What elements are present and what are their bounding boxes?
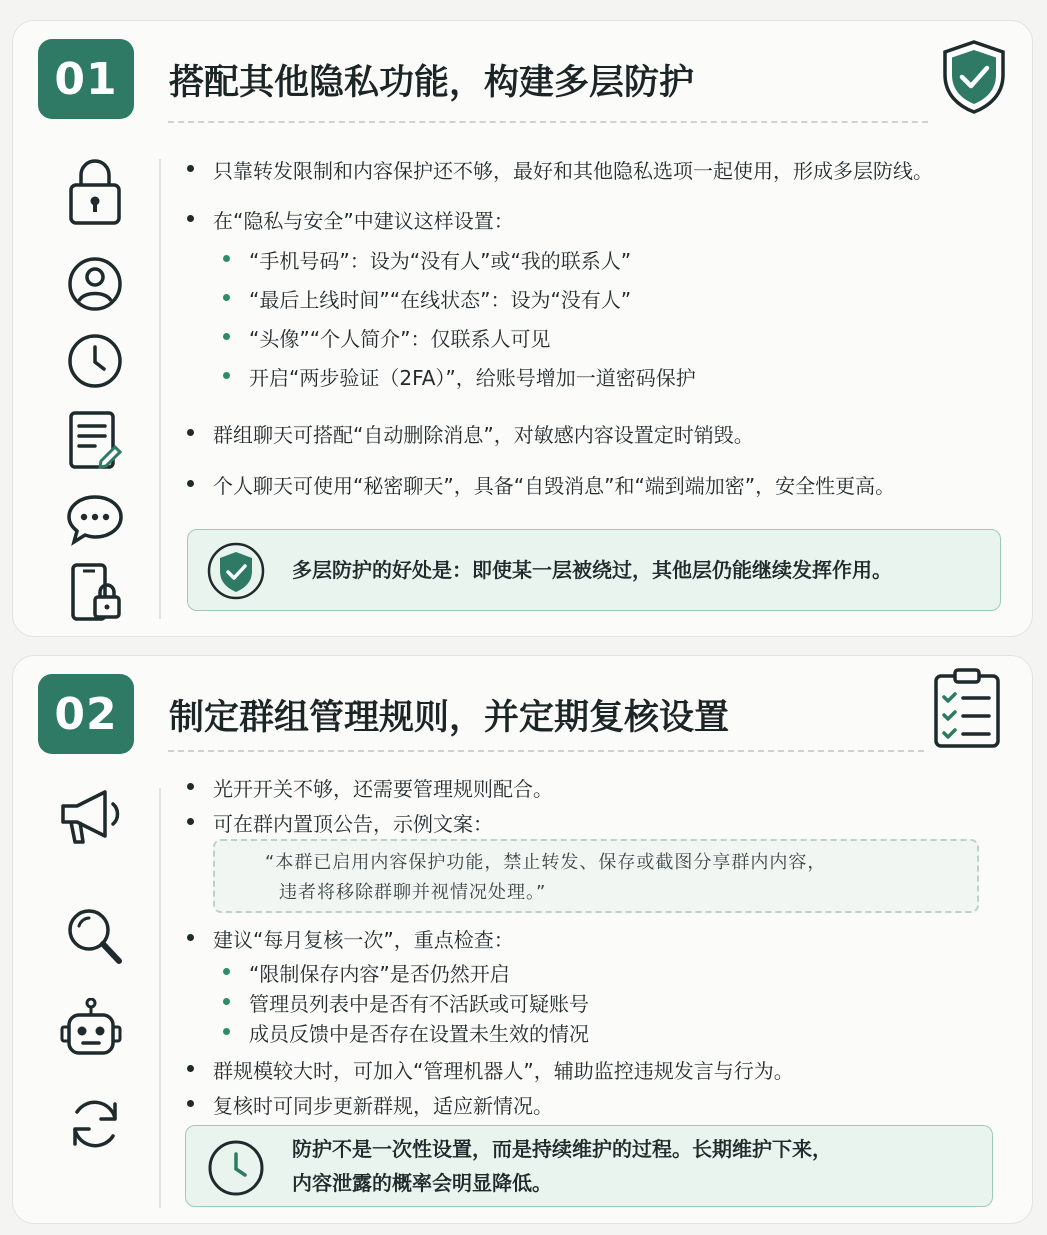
sub-list-item: “最后上线时间”“在线状态”：设为“没有人” — [223, 284, 631, 313]
list-item: 复核时可同步更新群规，适应新情况。 — [187, 1090, 553, 1119]
callout-text: 内容泄露的概率会明显降低。 — [292, 1171, 552, 1195]
section-number-badge: 02 — [38, 674, 134, 754]
section-card-2 — [12, 655, 1033, 1224]
phone-lock-icon — [65, 561, 125, 627]
section-title: 制定群组管理规则，并定期复核设置 — [169, 698, 730, 738]
list-item: 在“隐私与安全”中建议这样设置： — [187, 205, 514, 234]
note-edit-icon — [65, 409, 125, 475]
clock-icon — [65, 331, 125, 395]
shield-check-icon — [206, 541, 266, 605]
section-number-badge: 01 — [38, 39, 134, 119]
list-item: 个人聊天可使用“秘密聊天”，具备“自毁消息”和“端到端加密”，安全性更高。 — [187, 470, 895, 499]
lock-icon — [65, 155, 125, 231]
callout-text: 多层防护的好处是：即使某一层被绕过，其他层仍能继续发挥作用。 — [292, 558, 892, 582]
clock-icon — [206, 1138, 266, 1202]
list-item: 建议“每月复核一次”，重点检查： — [187, 924, 514, 953]
section-title: 搭配其他隐私功能，构建多层防护 — [169, 63, 695, 103]
summary-callout — [187, 529, 1001, 611]
callout-text: 防护不是一次性设置，而是持续维护的过程。长期维护下来， — [292, 1137, 832, 1161]
refresh-icon — [65, 1094, 125, 1158]
sub-list-item: “头像”“个人简介”：仅联系人可见 — [223, 323, 550, 352]
chat-bubble-icon — [65, 491, 125, 551]
announcement-quote-box — [213, 839, 979, 913]
section-card-1 — [12, 20, 1033, 637]
title-divider — [168, 121, 928, 123]
sub-list-item: “手机号码”：设为“没有人”或“我的联系人” — [223, 245, 631, 274]
shield-check-icon — [941, 39, 1007, 119]
list-item: 群组聊天可搭配“自动删除消息”，对敏感内容设置定时销毁。 — [187, 419, 754, 448]
quote-line: “本群已启用内容保护功能，禁止转发、保存或截图分享群内内容， — [265, 852, 827, 873]
magnifier-icon — [65, 906, 125, 972]
clipboard-checklist-icon — [931, 666, 1003, 754]
robot-icon — [59, 998, 123, 1064]
list-item: 可在群内置顶公告，示例文案： — [187, 808, 493, 837]
side-divider — [159, 159, 161, 619]
list-item: 光开开关不够，还需要管理规则配合。 — [187, 773, 553, 802]
sub-list-item: “限制保存内容”是否仍然开启 — [223, 958, 510, 987]
quote-line: 违者将移除群聊并视情况处理。” — [279, 882, 547, 903]
sub-list-item: 管理员列表中是否有不活跃或可疑账号 — [223, 988, 589, 1017]
sub-list-item: 成员反馈中是否存在设置未生效的情况 — [223, 1018, 589, 1047]
list-item: 群规模较大时，可加入“管理机器人”，辅助监控违规发言与行为。 — [187, 1055, 794, 1084]
title-divider — [168, 750, 924, 752]
sub-list-item: 开启“两步验证（2FA）”，给账号增加一道密码保护 — [223, 362, 696, 391]
megaphone-icon — [57, 786, 127, 852]
summary-callout — [185, 1125, 993, 1207]
list-item: 只靠转发限制和内容保护还不够，最好和其他隐私选项一起使用，形成多层防线。 — [187, 155, 933, 184]
side-divider — [159, 788, 161, 1208]
user-circle-icon — [65, 254, 125, 318]
